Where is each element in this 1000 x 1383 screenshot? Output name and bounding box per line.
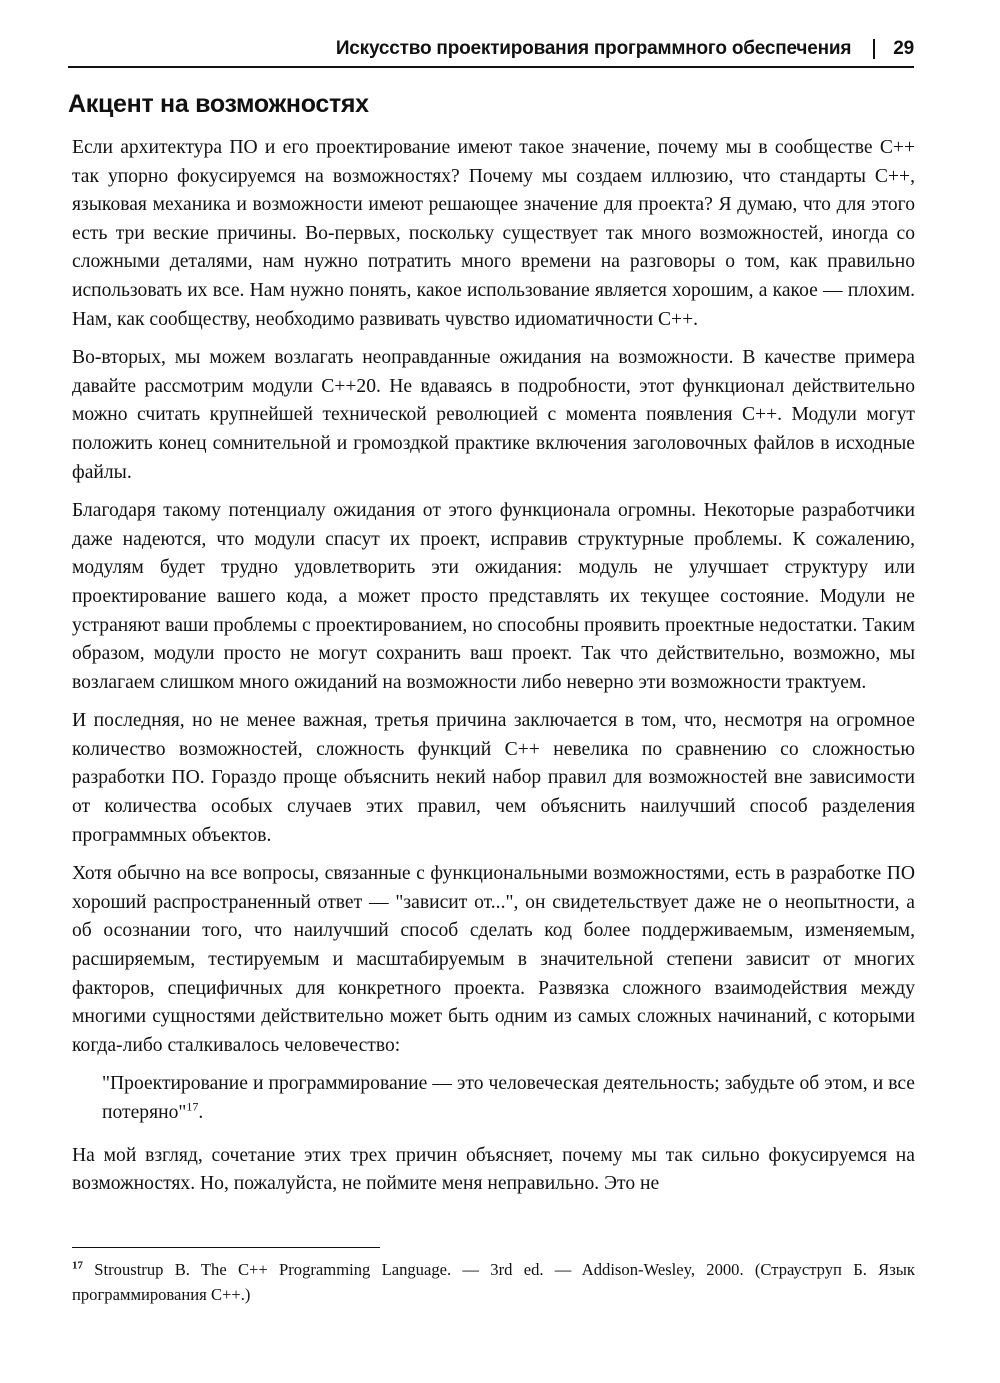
header-separator bbox=[873, 39, 875, 59]
paragraph-1: Если архитектура ПО и его проектирование имеют такое значение, почему мы в сообществе C++ так упорно фокусируемся на возможностях? Почему мы создаем иллюзию, что стандарты C++, языковая механика и возможности имеют решающее значение для проекта? Я думаю, что для этого есть три веские причины. Во-первых, поскольку существует так много возможностей, иногда со сложными деталями, нам нужно потратить много времени на разговоры о том, как правильно использовать их все. Нам нужно понять, какое использование является хорошим, а какое — плохим. Нам, как сообществу, необходимо развивать чувство идиоматичности C++. bbox=[72, 137, 915, 330]
block-quote bbox=[102, 1070, 915, 1127]
footnote-reference: 17 bbox=[186, 1099, 199, 1114]
page-number: 29 bbox=[893, 38, 914, 59]
paragraph-3: Благодаря такому потенциалу ожидания от этого функционала огромны. Некоторые разработчики даже надеются, что модули спасут их проект, исправив структурные проблемы. К сожалению, модулям будет трудно удовлетворить эти ожидания: модуль не улучшает структуру или проектирование вашего кода, а может просто представлять их текущее состояние. Модули не устраняют ваши проблемы с проектированием, но способны проявить проектные недостатки. Таким образом, модули просто не могут сохранить ваш проект. Так что действительно, возможно, мы возлагаем слишком много ожиданий на возможности либо неверно эти возможности трактуем. bbox=[72, 500, 915, 693]
body-text bbox=[72, 134, 915, 1209]
closing-paragraph: На мой взгляд, сочетание этих трех причин объясняет, почему мы так сильно фокусируемся на возможностях. Но, пожалуйста, не поймите меня неправильно. Это не bbox=[72, 1144, 915, 1195]
footnote-divider bbox=[72, 1247, 380, 1248]
running-header-title: Искусство проектирования программного обеспечения bbox=[335, 38, 852, 59]
footnote-text: Stroustrup B. The C++ Programming Language. — 3rd ed. — Addison-Wesley, 2000. (Страуструп Б. Язык программирования C++.) bbox=[72, 1260, 915, 1304]
paragraph-2: Во-вторых, мы можем возлагать неоправданные ожидания на возможности. В качестве примера давайте рассмотрим модули C++20. Не вдаваясь в подробности, этот функционал действительно можно считать крупнейшей технической революцией с момента появления C++. Модули могут положить конец сомнительной и громоздкой практике включения заголовочных файлов в исходные файлы. bbox=[72, 347, 915, 483]
paragraph-5: Хотя обычно на все вопросы, связанные с функциональными возможностями, есть в разработке ПО хороший распространенный ответ — "зависит от...", он свидетельствует даже не о неопытности, а об осознании того, что наилучший способ сделать код более поддерживаемым, изменяемым, расширяемым, тестируемым и масштабируемым в значительной степени зависит от многих факторов, специфичных для конкретного проекта. Развязка сложного взаимодействия между многими сущностями действительно может быть одним из самых сложных начинаний, с которыми когда-либо сталкивалось человечество: bbox=[72, 863, 915, 1056]
footnote bbox=[72, 1257, 915, 1307]
footnote-marker: 17 bbox=[72, 1259, 83, 1272]
quote-end: . bbox=[198, 1102, 204, 1123]
running-header bbox=[68, 32, 914, 68]
quote-text: "Проектирование и программирование — это человеческая деятельность; забудьте об этом, и все потеряно" bbox=[102, 1073, 915, 1123]
section-heading: Акцент на возможностях bbox=[68, 90, 369, 118]
paragraph-4: И последняя, но не менее важная, третья причина заключается в том, что, несмотря на огромное количество возможностей, сложность функций C++ невелика по сравнению со сложностью разработки ПО. Гораздо проще объяснить некий набор правил для возможностей вне зависимости от количества особых случаев этих правил, чем объяснить наилучший способ разделения программных объектов. bbox=[72, 710, 915, 846]
